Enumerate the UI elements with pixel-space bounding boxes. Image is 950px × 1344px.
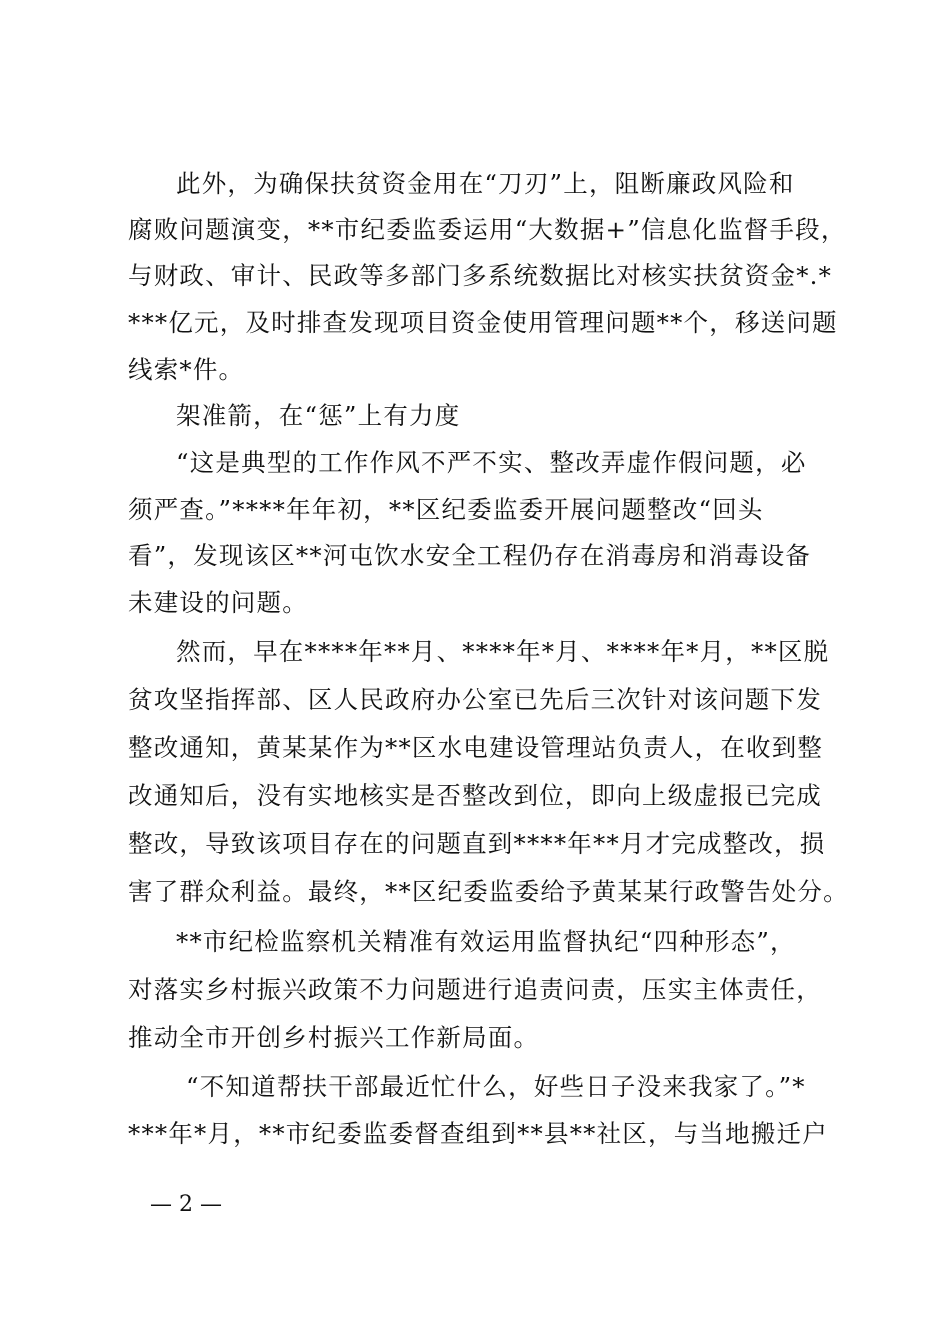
text-line: ***年*月，**市纪委监委督查组到**县**社区，与当地搬迁户 [128, 1119, 828, 1148]
text-line: 此外，为确保扶贫资金用在“刀刃”上，阻断廉政风险和 [176, 169, 795, 198]
text-line: **市纪检监察机关精准有效运用监督执纪“四种形态”， [176, 927, 796, 956]
text-line: ***亿元，及时排查发现项目资金使用管理问题**个，移送问题 [128, 308, 838, 337]
text-line: “不知道帮扶干部最近忙什么，好些日子没来我家了。”* [186, 1072, 806, 1101]
text-line: 推动全市开创乡村振兴工作新局面。 [128, 1023, 540, 1052]
text-line: 未建设的问题。 [128, 588, 308, 617]
text-line: 然而，早在****年**月、****年*月、****年*月，**区脱 [176, 637, 830, 666]
text-line: 与财政、审计、民政等多部门多系统数据比对核实扶贫资金*.* [128, 261, 833, 290]
text-line: 看”，发现该区**河屯饮水安全工程仍存在消毒房和消毒设备 [128, 541, 812, 570]
text-line: 贫攻坚指挥部、区人民政府办公室已先后三次针对该问题下发 [128, 685, 822, 714]
text-line: 害了群众利益。最终，**区纪委监委给予黄某某行政警告处分。 [128, 877, 849, 906]
text-line: 须严查。”****年年初，**区纪委监委开展问题整改“回头 [128, 495, 764, 524]
section-heading: 架准箭，在“惩”上有力度 [176, 401, 461, 430]
page-number: — 2 — [150, 1192, 222, 1217]
text-line: 线索*件。 [128, 355, 245, 384]
text-line: 对落实乡村振兴政策不力问题进行追责问责，压实主体责任， [128, 975, 822, 1004]
text-line: 改通知后，没有实地核实是否整改到位，即向上级虚报已完成 [128, 781, 822, 810]
text-line: 整改通知，黄某某作为**区水电建设管理站负责人，在收到整 [128, 733, 824, 762]
text-line: 整改，导致该项目存在的问题直到****年**月才完成整改，损 [128, 829, 826, 858]
text-line: 腐败问题演变，**市纪委监委运用“大数据+”信息化监督手段， [128, 215, 847, 244]
text-line: “这是典型的工作作风不严不实、整改弄虚作假问题，必 [176, 448, 807, 477]
